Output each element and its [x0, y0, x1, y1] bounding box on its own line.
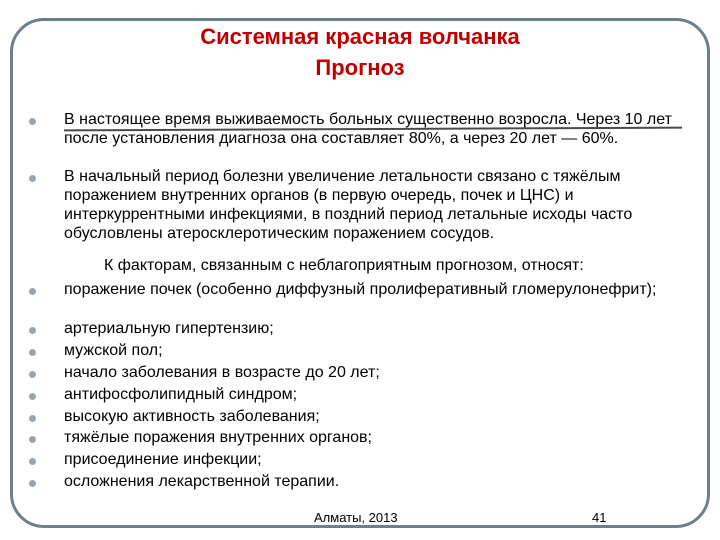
factor-item: поражение почек (особенно диффузный пролиферативный гломерулонефрит); [64, 281, 657, 298]
bullet-icon [29, 480, 36, 487]
bullet-icon [29, 288, 36, 295]
bullet-icon [29, 349, 36, 356]
factor-item: антифосфолипидный синдром; [64, 386, 298, 403]
factor-item: мужской пол; [64, 342, 163, 359]
factors-lead: К факторам, связанным с неблагоприятным прогнозом, относят: [104, 257, 584, 274]
paragraph-mortality: В начальный период болезни увеличение летальности связано с тяжёлым поражением внутренних органов (в первую очередь, почек и ЦНС) и интеркуррентными инфекциями, в поздний период летальные исходы часто обусловлены атеросклеротическим поражением сосудов. [64, 168, 633, 242]
page-number: 41 [592, 510, 607, 525]
footer-city-year: Алматы, 2013 [314, 510, 398, 525]
paragraph-survival: В настоящее время выживаемость больных существенно возросла. Через 10 лет после установления диагноза она составляет 80%, а через 20 лет — 60%. [64, 111, 672, 147]
factor-item: артериальную гипертензию; [64, 320, 274, 337]
bullet-icon [29, 175, 36, 182]
factor-item: присоединение инфекции; [64, 451, 262, 468]
slide-title: Системная красная волчанка [200, 24, 520, 49]
bullet-icon [29, 393, 36, 400]
bullet-icon [29, 415, 36, 422]
bullet-icon [29, 436, 36, 443]
bullet-icon [29, 371, 36, 378]
factor-item: начало заболевания в возрасте до 20 лет; [64, 364, 380, 381]
bullet-icon [29, 458, 36, 465]
factor-item: осложнения лекарственной терапии. [64, 473, 340, 490]
factor-item: тяжёлые поражения внутренних органов; [64, 429, 372, 446]
bullet-icon [29, 327, 36, 334]
factor-item: высокую активность заболевания; [64, 408, 320, 425]
slide-subtitle: Прогноз [315, 55, 405, 80]
bullet-icon [29, 118, 36, 125]
